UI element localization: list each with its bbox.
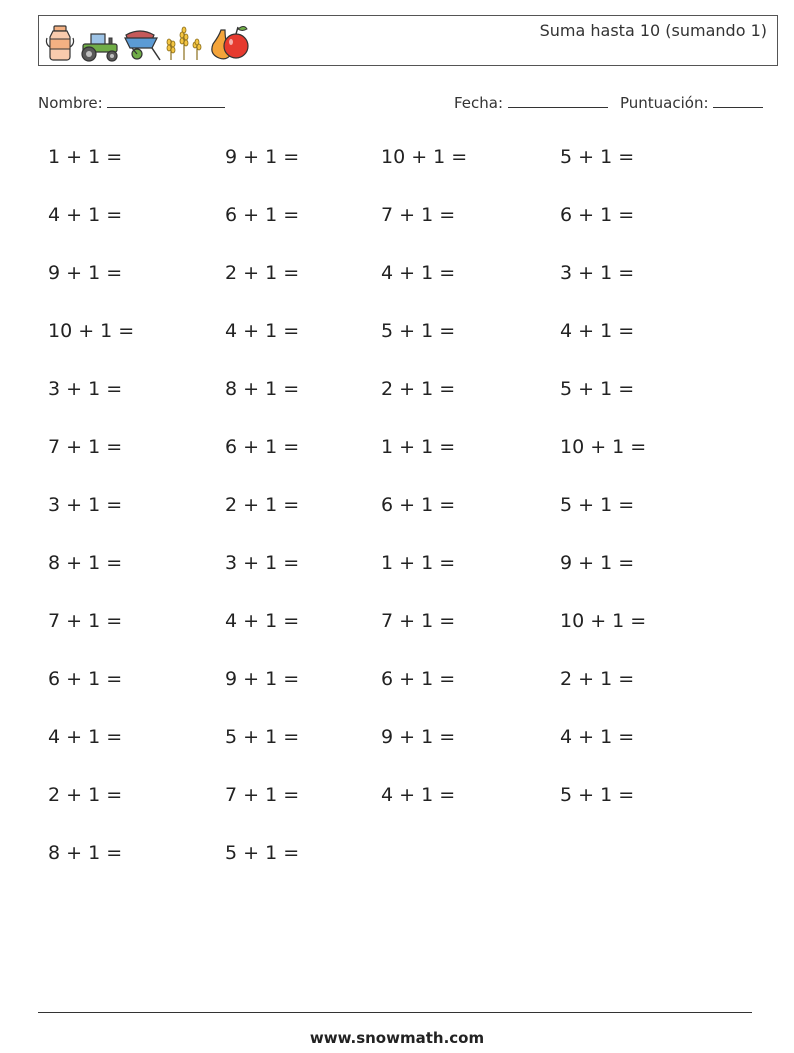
problem-item: 7 + 1 = bbox=[381, 610, 456, 632]
problem-item: 9 + 1 = bbox=[225, 668, 300, 690]
problem-item: 6 + 1 = bbox=[381, 494, 456, 516]
problem-item: 3 + 1 = bbox=[48, 494, 123, 516]
problem-item: 4 + 1 = bbox=[48, 204, 123, 226]
worksheet-title: Suma hasta 10 (sumando 1) bbox=[539, 21, 767, 40]
problem-item: 4 + 1 = bbox=[560, 320, 635, 342]
wheelbarrow-icon bbox=[123, 26, 161, 62]
worksheet-header bbox=[38, 15, 778, 66]
problem-item: 3 + 1 = bbox=[560, 262, 635, 284]
problem-item: 4 + 1 = bbox=[381, 784, 456, 806]
problem-item: 8 + 1 = bbox=[48, 842, 123, 864]
problem-item: 6 + 1 = bbox=[381, 668, 456, 690]
score-blank[interactable] bbox=[713, 93, 763, 108]
problem-item: 5 + 1 = bbox=[560, 494, 635, 516]
problem-item: 1 + 1 = bbox=[48, 146, 123, 168]
problem-item: 10 + 1 = bbox=[560, 436, 647, 458]
problem-item: 2 + 1 = bbox=[48, 784, 123, 806]
problem-item: 4 + 1 = bbox=[225, 320, 300, 342]
problem-item: 5 + 1 = bbox=[225, 726, 300, 748]
problem-item: 3 + 1 = bbox=[48, 378, 123, 400]
problem-item: 8 + 1 = bbox=[225, 378, 300, 400]
name-blank[interactable] bbox=[107, 93, 225, 108]
date-field bbox=[454, 93, 608, 112]
problem-item: 9 + 1 = bbox=[48, 262, 123, 284]
problem-item: 5 + 1 = bbox=[560, 146, 635, 168]
problem-item: 2 + 1 = bbox=[225, 262, 300, 284]
problem-item: 7 + 1 = bbox=[48, 610, 123, 632]
problem-item: 8 + 1 = bbox=[48, 552, 123, 574]
date-blank[interactable] bbox=[508, 93, 608, 108]
problem-item: 6 + 1 = bbox=[560, 204, 635, 226]
problem-item: 4 + 1 = bbox=[225, 610, 300, 632]
problem-item: 9 + 1 = bbox=[381, 726, 456, 748]
problem-item: 5 + 1 = bbox=[560, 378, 635, 400]
problem-item: 9 + 1 = bbox=[225, 146, 300, 168]
header-icons bbox=[45, 22, 251, 62]
problem-item: 4 + 1 = bbox=[381, 262, 456, 284]
score-label: Puntuación: bbox=[620, 94, 709, 112]
problem-item: 6 + 1 = bbox=[48, 668, 123, 690]
date-label: Fecha: bbox=[454, 94, 504, 112]
problem-item: 2 + 1 = bbox=[560, 668, 635, 690]
problem-item: 10 + 1 = bbox=[48, 320, 135, 342]
problem-item: 7 + 1 = bbox=[381, 204, 456, 226]
milk-can-icon bbox=[45, 24, 75, 62]
problem-item: 3 + 1 = bbox=[225, 552, 300, 574]
problem-item: 2 + 1 = bbox=[225, 494, 300, 516]
problem-item: 7 + 1 = bbox=[225, 784, 300, 806]
wheat-icon bbox=[163, 26, 207, 62]
problem-item: 5 + 1 = bbox=[560, 784, 635, 806]
problem-item: 4 + 1 = bbox=[560, 726, 635, 748]
problem-item: 2 + 1 = bbox=[381, 378, 456, 400]
problem-item: 10 + 1 = bbox=[381, 146, 468, 168]
problem-item: 5 + 1 = bbox=[225, 842, 300, 864]
problem-item: 6 + 1 = bbox=[225, 436, 300, 458]
problem-item: 10 + 1 = bbox=[560, 610, 647, 632]
problem-item: 9 + 1 = bbox=[560, 552, 635, 574]
problem-item: 4 + 1 = bbox=[48, 726, 123, 748]
name-label: Nombre: bbox=[38, 94, 103, 112]
tractor-icon bbox=[77, 30, 121, 62]
problem-item: 5 + 1 = bbox=[381, 320, 456, 342]
problem-item: 1 + 1 = bbox=[381, 436, 456, 458]
fruit-icon bbox=[209, 22, 251, 62]
problem-item: 1 + 1 = bbox=[381, 552, 456, 574]
footer-divider bbox=[38, 1012, 752, 1013]
name-field bbox=[38, 93, 225, 112]
footer-website: www.snowmath.com bbox=[309, 1029, 485, 1047]
score-field bbox=[620, 93, 763, 112]
problem-item: 7 + 1 = bbox=[48, 436, 123, 458]
problem-item: 6 + 1 = bbox=[225, 204, 300, 226]
